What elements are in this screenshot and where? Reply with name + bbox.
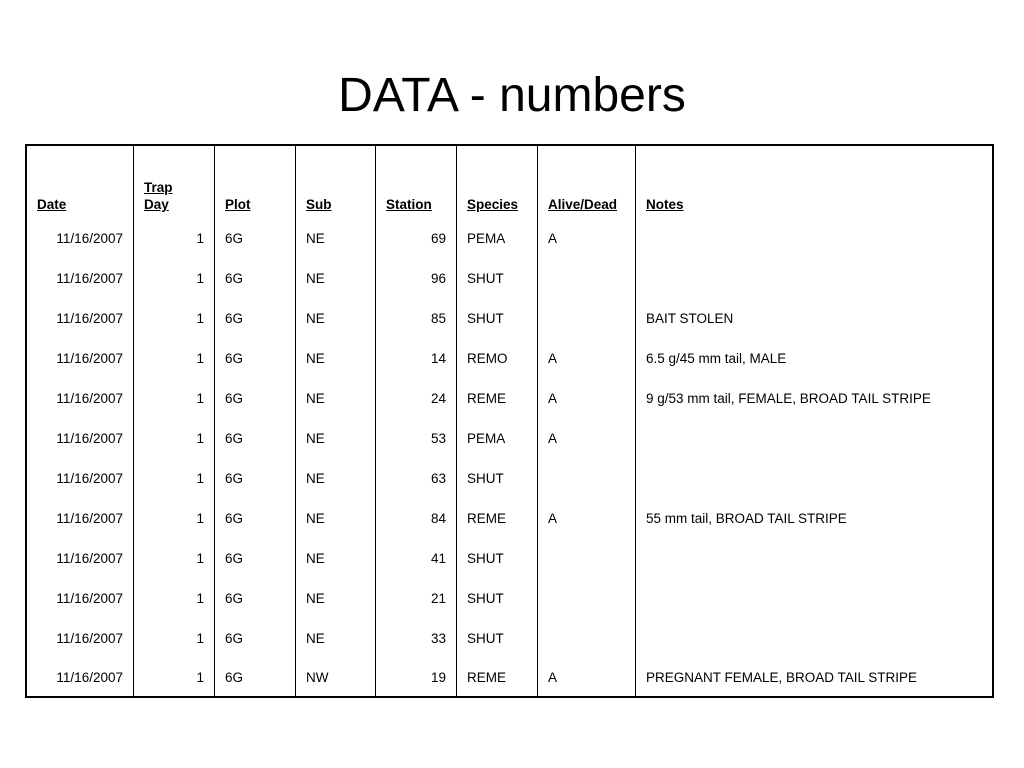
cell-trap-day: 1 xyxy=(134,378,215,418)
cell-trap-day: 1 xyxy=(134,618,215,658)
table-header-row xyxy=(26,145,993,218)
cell-station: 84 xyxy=(376,498,457,538)
cell-notes: 6.5 g/45 mm tail, MALE xyxy=(636,338,994,378)
cell-sub: NE xyxy=(296,378,376,418)
cell-species: REME xyxy=(457,378,538,418)
header-station: Station xyxy=(376,145,457,218)
cell-species: SHUT xyxy=(457,298,538,338)
cell-notes xyxy=(636,538,994,578)
header-alive-dead: Alive/Dead xyxy=(538,145,636,218)
header-date: Date xyxy=(37,197,67,212)
cell-sub: NE xyxy=(296,578,376,618)
cell-alive-dead xyxy=(538,458,636,498)
cell-alive-dead xyxy=(538,578,636,618)
cell-station: 24 xyxy=(376,378,457,418)
cell-date: 11/16/2007 xyxy=(56,669,123,685)
cell-trap-day: 1 xyxy=(134,218,215,258)
table-row xyxy=(26,258,993,298)
cell-sub: NE xyxy=(296,618,376,658)
cell-species: SHUT xyxy=(457,578,538,618)
cell-trap-day: 1 xyxy=(134,538,215,578)
cell-plot: 6G xyxy=(215,218,296,258)
cell-plot: 6G xyxy=(215,498,296,538)
table-row xyxy=(26,458,993,498)
cell-plot: 6G xyxy=(215,538,296,578)
cell-plot: 6G xyxy=(215,578,296,618)
cell-alive-dead: A xyxy=(538,418,636,458)
cell-alive-dead xyxy=(538,298,636,338)
cell-sub: NE xyxy=(296,498,376,538)
cell-plot: 6G xyxy=(215,418,296,458)
cell-date: 11/16/2007 xyxy=(56,310,123,326)
cell-sub: NE xyxy=(296,338,376,378)
table-row xyxy=(26,418,993,458)
cell-date: 11/16/2007 xyxy=(56,630,123,646)
cell-alive-dead xyxy=(538,538,636,578)
cell-station: 53 xyxy=(376,418,457,458)
cell-notes xyxy=(636,458,994,498)
cell-station: 63 xyxy=(376,458,457,498)
cell-trap-day: 1 xyxy=(134,418,215,458)
cell-notes xyxy=(636,618,994,658)
cell-notes xyxy=(636,578,994,618)
cell-alive-dead: A xyxy=(538,658,636,697)
table-row xyxy=(26,298,993,338)
cell-station: 19 xyxy=(376,658,457,697)
cell-plot: 6G xyxy=(215,458,296,498)
cell-species: SHUT xyxy=(457,458,538,498)
table-row xyxy=(26,378,993,418)
table-row xyxy=(26,578,993,618)
cell-notes: 9 g/53 mm tail, FEMALE, BROAD TAIL STRIPE xyxy=(636,378,994,418)
cell-trap-day: 1 xyxy=(134,458,215,498)
cell-sub: NE xyxy=(296,458,376,498)
cell-trap-day: 1 xyxy=(134,258,215,298)
table-row xyxy=(26,538,993,578)
cell-station: 96 xyxy=(376,258,457,298)
table-row xyxy=(26,218,993,258)
cell-plot: 6G xyxy=(215,658,296,697)
cell-station: 33 xyxy=(376,618,457,658)
cell-plot: 6G xyxy=(215,378,296,418)
cell-species: REME xyxy=(457,658,538,697)
cell-alive-dead: A xyxy=(538,338,636,378)
cell-alive-dead xyxy=(538,258,636,298)
cell-alive-dead xyxy=(538,618,636,658)
cell-alive-dead: A xyxy=(538,218,636,258)
cell-plot: 6G xyxy=(215,618,296,658)
header-plot: Plot xyxy=(215,145,296,218)
cell-alive-dead: A xyxy=(538,498,636,538)
cell-date: 11/16/2007 xyxy=(56,270,123,286)
cell-trap-day: 1 xyxy=(134,338,215,378)
cell-notes: 55 mm tail, BROAD TAIL STRIPE xyxy=(636,498,994,538)
cell-sub: NE xyxy=(296,418,376,458)
cell-sub: NE xyxy=(296,258,376,298)
cell-station: 85 xyxy=(376,298,457,338)
cell-date: 11/16/2007 xyxy=(56,230,123,246)
table-row xyxy=(26,338,993,378)
header-trap-day: Trap Day xyxy=(134,145,215,218)
cell-date: 11/16/2007 xyxy=(56,550,123,566)
cell-species: SHUT xyxy=(457,538,538,578)
header-species: Species xyxy=(457,145,538,218)
cell-date: 11/16/2007 xyxy=(56,470,123,486)
cell-trap-day: 1 xyxy=(134,658,215,697)
cell-plot: 6G xyxy=(215,298,296,338)
cell-sub: NW xyxy=(296,658,376,697)
cell-plot: 6G xyxy=(215,258,296,298)
cell-notes: PREGNANT FEMALE, BROAD TAIL STRIPE xyxy=(636,658,994,697)
cell-trap-day: 1 xyxy=(134,578,215,618)
cell-species: PEMA xyxy=(457,418,538,458)
slide-title: DATA - numbers xyxy=(338,69,686,122)
cell-species: REMO xyxy=(457,338,538,378)
cell-date: 11/16/2007 xyxy=(56,350,123,366)
cell-sub: NE xyxy=(296,298,376,338)
cell-notes xyxy=(636,218,994,258)
cell-date: 11/16/2007 xyxy=(56,390,123,406)
data-table xyxy=(25,144,994,698)
cell-station: 21 xyxy=(376,578,457,618)
table-row xyxy=(26,618,993,658)
cell-sub: NE xyxy=(296,538,376,578)
header-sub: Sub xyxy=(296,145,376,218)
cell-date: 11/16/2007 xyxy=(56,430,123,446)
cell-notes xyxy=(636,258,994,298)
cell-species: REME xyxy=(457,498,538,538)
table-row xyxy=(26,498,993,538)
cell-station: 69 xyxy=(376,218,457,258)
cell-date: 11/16/2007 xyxy=(56,510,123,526)
cell-species: PEMA xyxy=(457,218,538,258)
cell-species: SHUT xyxy=(457,258,538,298)
cell-plot: 6G xyxy=(215,338,296,378)
cell-alive-dead: A xyxy=(538,378,636,418)
cell-notes xyxy=(636,418,994,458)
table-body xyxy=(26,218,993,697)
cell-station: 14 xyxy=(376,338,457,378)
cell-sub: NE xyxy=(296,218,376,258)
cell-species: SHUT xyxy=(457,618,538,658)
data-table-container xyxy=(25,144,994,698)
cell-trap-day: 1 xyxy=(134,298,215,338)
cell-date: 11/16/2007 xyxy=(56,590,123,606)
header-notes: Notes xyxy=(636,145,994,218)
cell-station: 41 xyxy=(376,538,457,578)
cell-notes: BAIT STOLEN xyxy=(636,298,994,338)
table-row xyxy=(26,658,993,697)
cell-trap-day: 1 xyxy=(134,498,215,538)
